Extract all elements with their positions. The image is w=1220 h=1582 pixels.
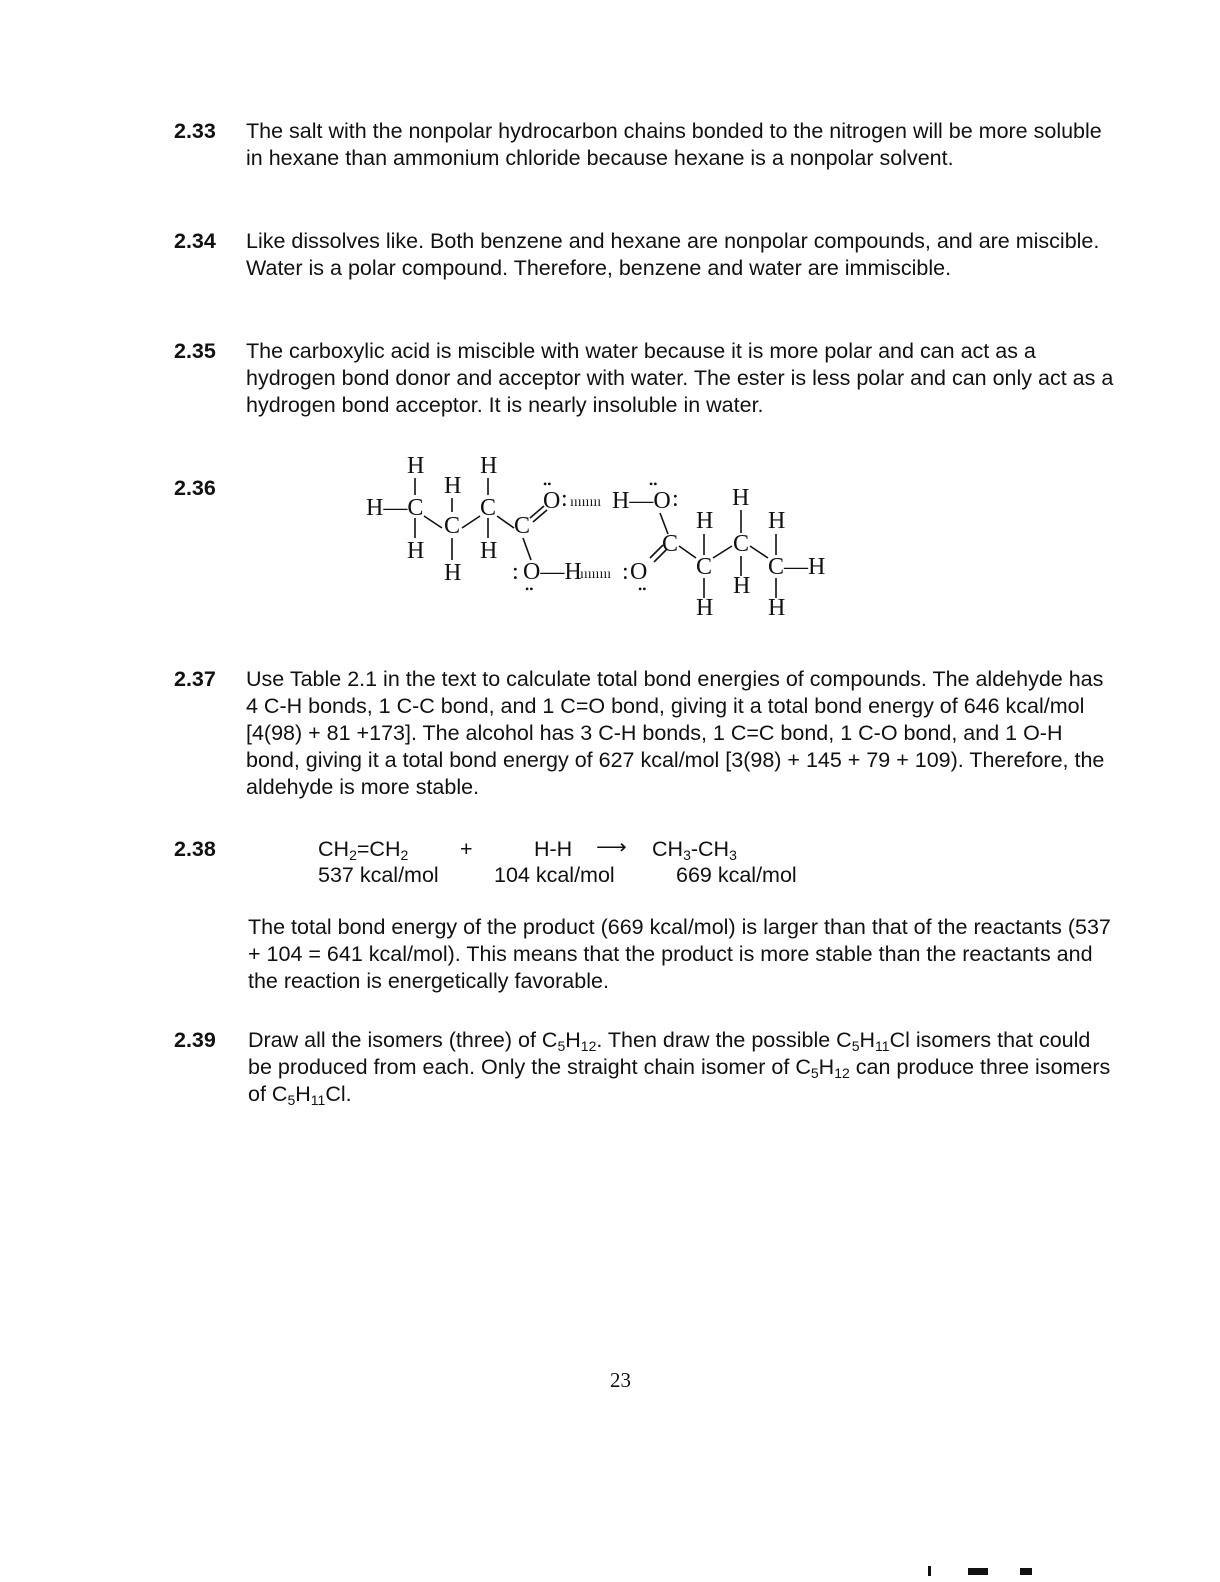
hydrogen-energy: 104 kcal/mol: [494, 863, 615, 887]
o-h-bond: O—H: [523, 559, 582, 585]
problem-number: 2.38: [174, 837, 216, 861]
atom-o: O: [543, 488, 561, 514]
atom-o: O: [630, 559, 648, 585]
problem-2-34: [174, 228, 1114, 282]
atom-h: H: [407, 453, 425, 479]
atom-c: C: [662, 531, 679, 557]
colon: :: [561, 486, 568, 512]
atom-h: H: [733, 573, 751, 599]
reaction-equation: [318, 836, 838, 896]
problem-text: The carboxylic acid is miscible with water because it is more polar and can act as a hydrogen bond donor and acceptor with water. The ester is less polar and can only act as a hydrogen bond acceptor. It is nearly insoluble in water.: [246, 339, 1114, 417]
problem-text: Like dissolves like. Both benzene and hexane are nonpolar compounds, and are miscible. Water is a polar compound. Therefore, benzene and water are immiscible.: [246, 229, 1100, 280]
lone-pair: ••: [543, 477, 552, 491]
lone-pair: ••: [525, 582, 534, 596]
hydrogen-bond: ıııııııı: [580, 567, 612, 582]
problem-number: 2.35: [174, 339, 216, 363]
problem-number: 2.37: [174, 667, 216, 691]
scan-mark: [968, 1568, 988, 1575]
atom-h: H: [696, 595, 714, 621]
problem-number: 2.36: [174, 476, 216, 500]
h-c-bond: H—C: [366, 495, 424, 521]
propanoic-acid-dimer-diagram: [360, 448, 840, 623]
ethane-energy: 669 kcal/mol: [676, 863, 797, 887]
problem-text: Use Table 2.1 in the text to calculate total bond energies of compounds. The aldehyde has 4 C-H bonds, 1 C-C bond, and 1 C=O bond, giving it a total bond energy of 646 kcal/mol [4(98) + 81 +173]. The alcohol has 3 C-H bonds, 1 C=C bond, 1 C-O bond, and 1 O-H bond, giving it a total bond energy of 627 kcal/mol [3(98) + 145 + 79 + 109). Therefore, the aldehyde is more stable.: [246, 667, 1105, 799]
atom-h: H: [480, 453, 498, 479]
atom-c: C: [696, 554, 713, 580]
h-o-bond: H—O: [612, 488, 671, 514]
problem-text: The total bond energy of the product (669 kcal/mol) is larger than that of the reactants (537 + 104 = 641 kcal/mol). This means that the product is more stable than the reactants and the reaction is energetically favorable.: [248, 915, 1111, 993]
problem-number: 2.34: [174, 229, 216, 253]
lone-pair: ••: [638, 582, 647, 596]
plus-sign: +: [460, 837, 473, 861]
lone-pair: ••: [649, 477, 658, 491]
atom-h: H: [444, 473, 462, 499]
atom-c: C: [444, 513, 461, 539]
atom-h: H: [480, 538, 498, 564]
reaction-arrow: ⟶: [596, 835, 627, 859]
atom-h: H: [768, 595, 786, 621]
ethene-energy: 537 kcal/mol: [318, 863, 439, 887]
reactant-ethene: $CH_2=CH_2$: [318, 837, 409, 863]
scan-mark: [928, 1566, 931, 1576]
atom-c: C: [480, 495, 497, 521]
atom-h: H: [444, 560, 462, 586]
atom-c: C: [514, 513, 531, 539]
atom-h: H: [407, 538, 425, 564]
problem-2-33: [174, 118, 1114, 172]
problem-2-39: [174, 1027, 1114, 1108]
page-number: 23: [610, 1368, 631, 1392]
colon: :: [622, 559, 629, 585]
product-ethane: $CH_3-CH_3$: [652, 837, 737, 863]
problem-2-35: [174, 338, 1114, 419]
atom-c: C: [733, 531, 750, 557]
problem-number: 2.33: [174, 119, 216, 143]
scan-mark: [1020, 1568, 1032, 1575]
problem-2-37: [174, 666, 1114, 801]
atom-h: H: [768, 508, 786, 534]
colon: :: [672, 486, 679, 512]
atom-h: H: [732, 485, 750, 511]
problem-text: The salt with the nonpolar hydrocarbon chains bonded to the nitrogen will be more soluble in hexane than ammonium chloride because hexane is a nonpolar solvent.: [246, 119, 1102, 170]
problem-number: 2.39: [174, 1028, 216, 1052]
colon: :: [512, 559, 519, 585]
atom-h: H: [696, 508, 714, 534]
problem-text: Draw all the isomers (three) of $C_5H_{12}$. Then draw the possible $C_5H_{11}Cl$ isomers that could be produced from each. Only the straight chain isomer of $C_5H_{12}$ can produce three isomers of $C_5H_{11}Cl$.: [248, 1028, 1111, 1108]
reactant-hydrogen: H-H: [534, 837, 573, 861]
hydrogen-bond: ıııııııı: [570, 495, 602, 510]
c-h-bond: C—H: [768, 554, 826, 580]
